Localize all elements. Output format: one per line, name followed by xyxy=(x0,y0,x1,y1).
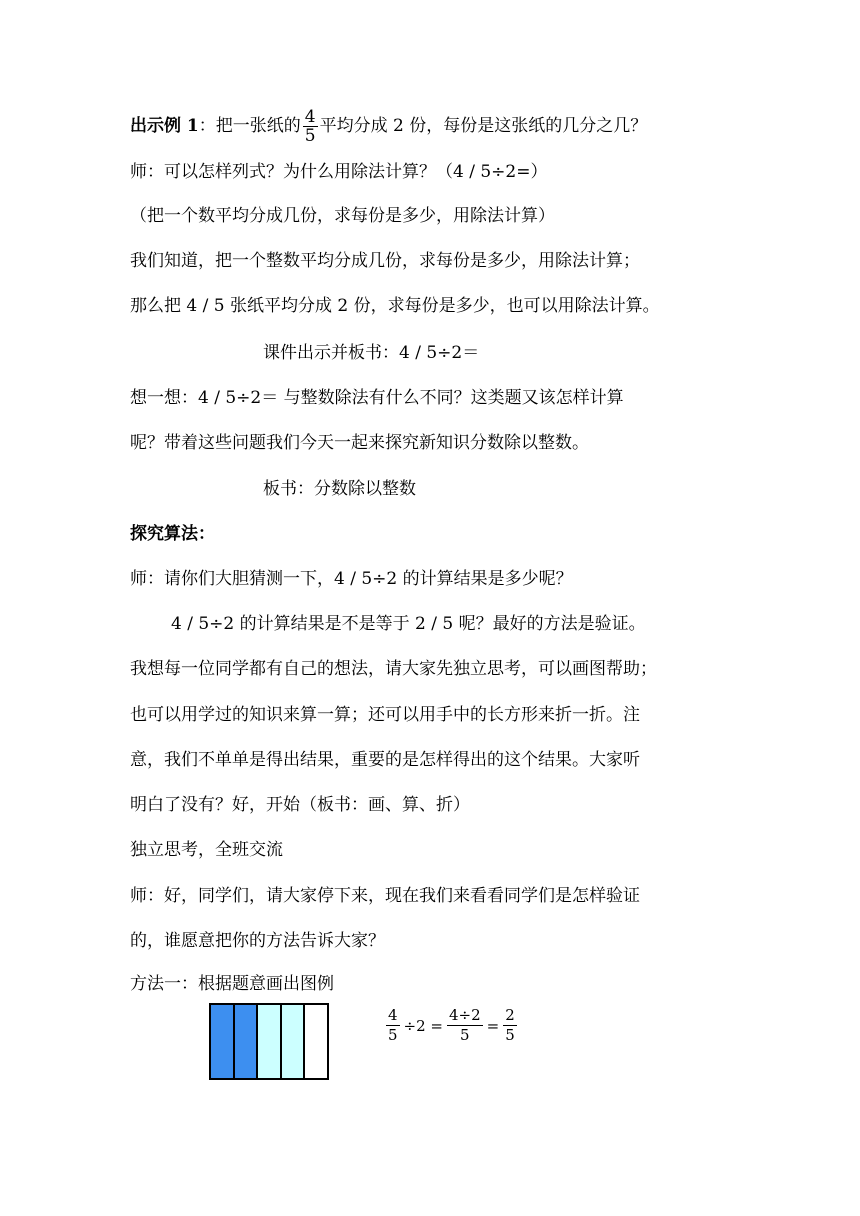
paragraph-line: 我想每一位同学都有自己的想法，请大家先独立思考，可以画图帮助； xyxy=(130,659,657,679)
equals-sign: = xyxy=(486,1016,500,1035)
division-equation xyxy=(384,1006,519,1045)
teacher-prompt: 师：好，同学们，请大家停下来，现在我们来看看同学们是怎样验证 xyxy=(130,886,640,906)
fraction-diagram xyxy=(209,1003,329,1080)
diagram-part xyxy=(235,1005,259,1078)
paragraph-line: 意，我们不单单是得出结果，重要的是怎样得出的这个结果。大家听 xyxy=(130,750,640,770)
method-1-heading: 方法一：根据题意画出图例 xyxy=(130,974,334,994)
diagram-part xyxy=(282,1005,306,1078)
paragraph-line: 明白了没有？好，开始（板书：画、算、折） xyxy=(130,795,470,815)
paragraph-line: 独立思考，全班交流 xyxy=(130,840,283,860)
paragraph-line: 我们知道，把一个整数平均分成几份，求每份是多少，用除法计算； xyxy=(130,251,640,271)
board-note-1: 课件出示并板书：4 / 5÷2＝ xyxy=(263,343,480,363)
section-heading: 探究算法： xyxy=(130,524,215,544)
fraction-4div2-5: $\frac{4\div 2}{5}$ xyxy=(449,1006,481,1044)
diagram-part xyxy=(211,1005,235,1078)
teacher-question-1: 师：可以怎样列式？为什么用除法计算？（4 / 5÷2=） xyxy=(130,162,548,182)
paragraph-line: 也可以用学过的知识来算一算；还可以用手中的长方形来折一折。注 xyxy=(130,705,640,725)
board-note-2: 板书：分数除以整数 xyxy=(263,479,416,499)
teacher-question-2: 师：请你们大胆猜测一下，4 / 5÷2 的计算结果是多少呢？ xyxy=(130,569,573,589)
paragraph-line: 呢？带着这些问题我们今天一起来探究新知识分数除以整数。 xyxy=(130,433,589,453)
example-1-text-post: 平均分成 2 份，每份是这张纸的几分之几？ xyxy=(319,116,648,136)
example-1-text-pre: ：把一张纸的 xyxy=(198,116,301,136)
paragraph-line: 的，谁愿意把你的方法告诉大家？ xyxy=(130,931,385,951)
diagram-part xyxy=(305,1005,327,1078)
paragraph-line: 想一想：4 / 5÷2＝ 与整数除法有什么不同？这类题又该怎样计算 xyxy=(130,388,624,408)
fraction-2-5: $\frac{2}{5}$ xyxy=(505,1006,515,1044)
example-1-line xyxy=(130,108,647,145)
example-1-label: 出示例 1 xyxy=(130,116,199,136)
division-rule-note: （把一个数平均分成几份，求每份是多少，用除法计算） xyxy=(130,206,555,226)
diagram-part xyxy=(258,1005,282,1078)
fraction-4-5: $\frac{4}{5}$ xyxy=(304,107,316,146)
fraction-4-5: $\frac{4}{5}$ xyxy=(388,1006,398,1044)
divide-by-two: ÷2 = xyxy=(403,1016,443,1035)
paragraph-line: 那么把 4 / 5 张纸平均分成 2 份，求每份是多少，也可以用除法计算。 xyxy=(130,296,660,316)
paragraph-line: 4 / 5÷2 的计算结果是不是等于 2 / 5 呢？最好的方法是验证。 xyxy=(171,614,646,634)
